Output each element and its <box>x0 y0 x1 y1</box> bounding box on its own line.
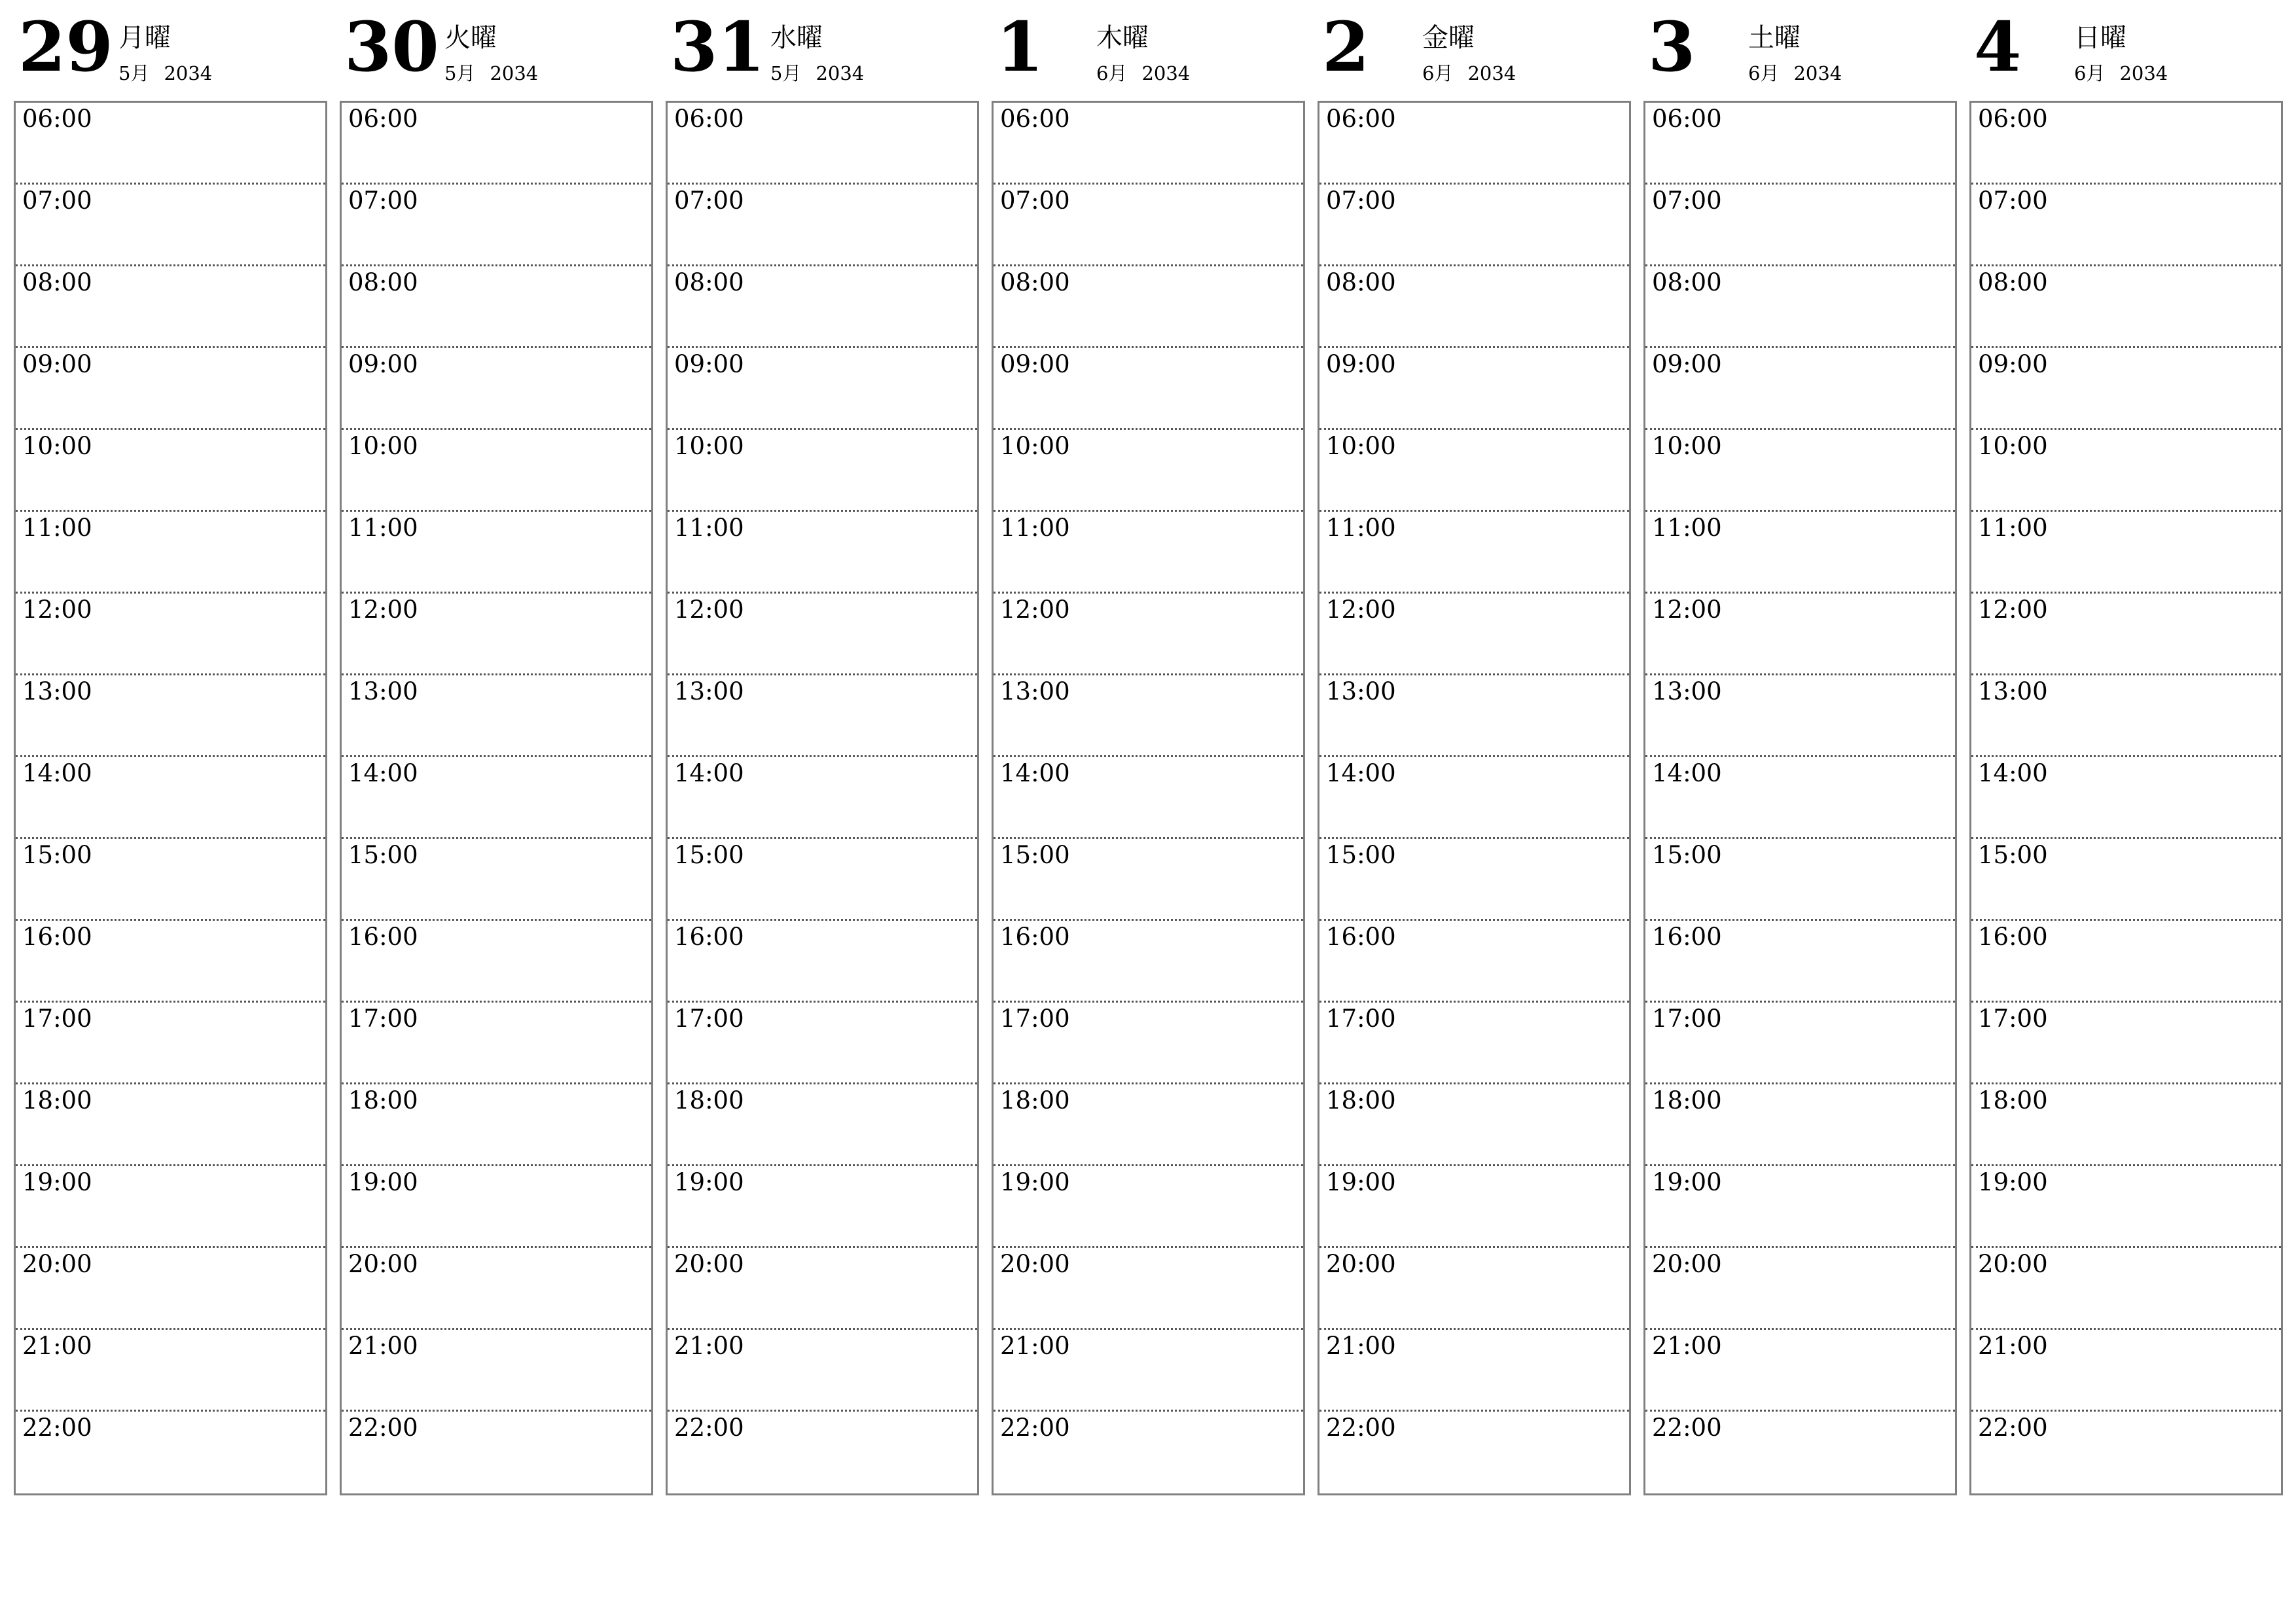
slot-time: 19:00 <box>22 1168 92 1196</box>
time-slot[interactable] <box>994 1412 1303 1493</box>
slot-time: 09:00 <box>674 350 744 378</box>
day-column <box>14 0 327 1499</box>
day-column <box>340 0 653 1499</box>
slot-time: 08:00 <box>348 268 418 296</box>
slot-time: 20:00 <box>674 1250 744 1278</box>
slot-time: 20:00 <box>22 1250 92 1278</box>
time-slot[interactable] <box>1319 1166 1629 1248</box>
time-slot[interactable] <box>342 430 651 512</box>
slot-time: 12:00 <box>1652 596 1722 624</box>
slot-time: 17:00 <box>674 1005 744 1033</box>
time-slot[interactable] <box>668 594 977 675</box>
slot-time: 21:00 <box>348 1332 418 1360</box>
slot-time: 21:00 <box>1326 1332 1396 1360</box>
time-slot[interactable] <box>16 103 325 185</box>
time-slot[interactable] <box>1971 839 2281 921</box>
slot-time: 09:00 <box>1978 350 2048 378</box>
day-schedule-box <box>340 101 653 1495</box>
time-slot[interactable] <box>1645 921 1955 1003</box>
slot-time: 08:00 <box>1000 268 1070 296</box>
slot-time: 13:00 <box>674 677 744 705</box>
time-slot[interactable] <box>1971 512 2281 594</box>
slot-time: 07:00 <box>1652 187 1722 215</box>
time-slot[interactable] <box>1971 1084 2281 1166</box>
slot-time: 13:00 <box>1326 677 1396 705</box>
slot-time: 18:00 <box>1652 1086 1722 1115</box>
time-slot[interactable] <box>16 185 325 266</box>
day-month-year <box>770 64 864 83</box>
weekly-planner <box>14 0 2282 1499</box>
slot-time: 06:00 <box>348 105 418 133</box>
slot-time: 15:00 <box>348 841 418 869</box>
slot-time: 16:00 <box>1652 923 1722 951</box>
slot-time: 17:00 <box>1652 1005 1722 1033</box>
slot-time: 12:00 <box>22 596 92 624</box>
time-slot[interactable] <box>1319 594 1629 675</box>
day-schedule-box <box>1318 101 1631 1495</box>
time-slot[interactable] <box>668 1248 977 1330</box>
slot-time: 16:00 <box>674 923 744 951</box>
slot-time: 14:00 <box>348 759 418 787</box>
slot-time: 08:00 <box>1652 268 1722 296</box>
time-slot[interactable] <box>1645 1003 1955 1084</box>
slot-time: 15:00 <box>1652 841 1722 869</box>
day-name: 月曜 <box>118 23 171 53</box>
time-slot[interactable] <box>16 921 325 1003</box>
day-month-year <box>1096 64 1190 83</box>
slot-time: 18:00 <box>674 1086 744 1115</box>
slot-time: 19:00 <box>348 1168 418 1196</box>
time-slot[interactable] <box>1645 594 1955 675</box>
day-schedule-box <box>666 101 979 1495</box>
time-slot[interactable] <box>342 1330 651 1412</box>
day-year: 2034 <box>490 62 539 84</box>
time-slot[interactable] <box>1971 1003 2281 1084</box>
time-slot[interactable] <box>1319 1084 1629 1166</box>
slot-time: 12:00 <box>674 596 744 624</box>
slot-time: 11:00 <box>348 514 418 542</box>
time-slot[interactable] <box>16 675 325 757</box>
time-slot[interactable] <box>16 839 325 921</box>
time-slot[interactable] <box>16 348 325 430</box>
time-slot[interactable] <box>1319 512 1629 594</box>
slot-time: 18:00 <box>1978 1086 2048 1115</box>
time-slot[interactable] <box>668 185 977 266</box>
time-slot[interactable] <box>1645 185 1955 266</box>
time-slot[interactable] <box>1645 430 1955 512</box>
slot-time: 17:00 <box>22 1005 92 1033</box>
slot-time: 09:00 <box>1652 350 1722 378</box>
day-header <box>340 0 653 101</box>
slot-time: 07:00 <box>1000 187 1070 215</box>
time-slot[interactable] <box>342 266 651 348</box>
slot-time: 08:00 <box>22 268 92 296</box>
day-column <box>992 0 1305 1499</box>
day-schedule-box <box>1643 101 1957 1495</box>
time-slot[interactable] <box>668 266 977 348</box>
day-year: 2034 <box>816 62 865 84</box>
slot-time: 22:00 <box>674 1414 744 1442</box>
slot-time: 08:00 <box>1326 268 1396 296</box>
time-slot[interactable] <box>16 594 325 675</box>
time-slot[interactable] <box>668 675 977 757</box>
time-slot[interactable] <box>668 1003 977 1084</box>
time-slot[interactable] <box>994 1003 1303 1084</box>
day-number: 4 <box>1974 7 2022 87</box>
day-name: 水曜 <box>770 23 823 53</box>
time-slot[interactable] <box>1319 839 1629 921</box>
slot-time: 21:00 <box>1000 1332 1070 1360</box>
slot-time: 19:00 <box>1326 1168 1396 1196</box>
day-schedule-box <box>992 101 1305 1495</box>
time-slot[interactable] <box>1971 348 2281 430</box>
time-slot[interactable] <box>994 1248 1303 1330</box>
slot-time: 16:00 <box>1000 923 1070 951</box>
time-slot[interactable] <box>1319 185 1629 266</box>
day-number: 1 <box>996 7 1044 87</box>
slot-time: 06:00 <box>674 105 744 133</box>
slot-time: 14:00 <box>674 759 744 787</box>
day-number: 29 <box>18 7 113 87</box>
time-slot[interactable] <box>994 103 1303 185</box>
time-slot[interactable] <box>1971 1166 2281 1248</box>
time-slot[interactable] <box>668 430 977 512</box>
day-month-year <box>118 64 212 83</box>
day-column <box>666 0 979 1499</box>
time-slot[interactable] <box>1319 1330 1629 1412</box>
time-slot[interactable] <box>1645 839 1955 921</box>
time-slot[interactable] <box>1645 1412 1955 1493</box>
slot-time: 13:00 <box>22 677 92 705</box>
time-slot[interactable] <box>1319 757 1629 839</box>
time-slot[interactable] <box>994 921 1303 1003</box>
slot-time: 07:00 <box>22 187 92 215</box>
slot-time: 12:00 <box>348 596 418 624</box>
time-slot[interactable] <box>1971 103 2281 185</box>
time-slot[interactable] <box>1971 430 2281 512</box>
time-slot[interactable] <box>1971 185 2281 266</box>
slot-time: 07:00 <box>1978 187 2048 215</box>
time-slot[interactable] <box>1971 1412 2281 1493</box>
time-slot[interactable] <box>1319 1412 1629 1493</box>
time-slot[interactable] <box>1971 594 2281 675</box>
day-header <box>1969 0 2283 101</box>
time-slot[interactable] <box>1971 1248 2281 1330</box>
time-slot[interactable] <box>1319 921 1629 1003</box>
slot-time: 18:00 <box>1000 1086 1070 1115</box>
slot-time: 11:00 <box>1978 514 2048 542</box>
slot-time: 10:00 <box>22 432 92 460</box>
slot-time: 19:00 <box>1652 1168 1722 1196</box>
time-slot[interactable] <box>16 1166 325 1248</box>
slot-time: 16:00 <box>22 923 92 951</box>
time-slot[interactable] <box>994 185 1303 266</box>
time-slot[interactable] <box>1319 103 1629 185</box>
slot-time: 20:00 <box>1652 1250 1722 1278</box>
day-schedule-box <box>1969 101 2283 1495</box>
day-month: 5月 <box>770 62 802 84</box>
slot-time: 15:00 <box>1978 841 2048 869</box>
slot-time: 13:00 <box>1978 677 2048 705</box>
day-month: 6月 <box>2074 62 2106 84</box>
slot-time: 10:00 <box>1978 432 2048 460</box>
day-month: 5月 <box>118 62 150 84</box>
slot-time: 16:00 <box>1978 923 2048 951</box>
slot-time: 17:00 <box>1978 1005 2048 1033</box>
time-slot[interactable] <box>1319 348 1629 430</box>
time-slot[interactable] <box>1319 675 1629 757</box>
slot-time: 10:00 <box>1326 432 1396 460</box>
slot-time: 11:00 <box>1652 514 1722 542</box>
time-slot[interactable] <box>1645 512 1955 594</box>
slot-time: 10:00 <box>1652 432 1722 460</box>
time-slot[interactable] <box>1645 1248 1955 1330</box>
slot-time: 06:00 <box>1652 105 1722 133</box>
slot-time: 12:00 <box>1326 596 1396 624</box>
day-month: 6月 <box>1096 62 1128 84</box>
slot-time: 10:00 <box>674 432 744 460</box>
day-schedule-box <box>14 101 327 1495</box>
slot-time: 09:00 <box>348 350 418 378</box>
slot-time: 09:00 <box>1000 350 1070 378</box>
day-number: 30 <box>344 7 439 87</box>
slot-time: 15:00 <box>674 841 744 869</box>
time-slot[interactable] <box>994 839 1303 921</box>
day-year: 2034 <box>1467 62 1516 84</box>
time-slot[interactable] <box>16 1248 325 1330</box>
slot-time: 22:00 <box>1978 1414 2048 1442</box>
day-name: 木曜 <box>1096 23 1149 53</box>
day-month-year <box>444 64 538 83</box>
slot-time: 21:00 <box>674 1332 744 1360</box>
slot-time: 15:00 <box>1000 841 1070 869</box>
slot-time: 06:00 <box>22 105 92 133</box>
day-header <box>666 0 979 101</box>
time-slot[interactable] <box>994 348 1303 430</box>
time-slot[interactable] <box>994 757 1303 839</box>
day-number: 2 <box>1322 7 1370 87</box>
slot-time: 07:00 <box>674 187 744 215</box>
day-header <box>1643 0 1957 101</box>
slot-time: 15:00 <box>22 841 92 869</box>
slot-time: 20:00 <box>1326 1250 1396 1278</box>
slot-time: 14:00 <box>1000 759 1070 787</box>
slot-time: 11:00 <box>1000 514 1070 542</box>
slot-time: 21:00 <box>1652 1332 1722 1360</box>
time-slot[interactable] <box>994 430 1303 512</box>
time-slot[interactable] <box>16 757 325 839</box>
slot-time: 18:00 <box>348 1086 418 1115</box>
day-month: 6月 <box>1748 62 1780 84</box>
slot-time: 18:00 <box>22 1086 92 1115</box>
time-slot[interactable] <box>16 1003 325 1084</box>
slot-time: 20:00 <box>348 1250 418 1278</box>
slot-time: 09:00 <box>22 350 92 378</box>
slot-time: 19:00 <box>1978 1168 2048 1196</box>
day-name: 金曜 <box>1422 23 1475 53</box>
time-slot[interactable] <box>16 1084 325 1166</box>
slot-time: 11:00 <box>1326 514 1396 542</box>
slot-time: 08:00 <box>674 268 744 296</box>
time-slot[interactable] <box>342 675 651 757</box>
day-header <box>14 0 327 101</box>
day-column <box>1318 0 1631 1499</box>
day-header <box>992 0 1305 101</box>
time-slot[interactable] <box>342 757 651 839</box>
time-slot[interactable] <box>668 1412 977 1493</box>
slot-time: 14:00 <box>1652 759 1722 787</box>
slot-time: 22:00 <box>348 1414 418 1442</box>
slot-time: 13:00 <box>348 677 418 705</box>
day-header <box>1318 0 1631 101</box>
time-slot[interactable] <box>668 512 977 594</box>
day-year: 2034 <box>164 62 213 84</box>
time-slot[interactable] <box>668 921 977 1003</box>
slot-time: 16:00 <box>1326 923 1396 951</box>
time-slot[interactable] <box>1645 1084 1955 1166</box>
slot-time: 14:00 <box>1978 759 2048 787</box>
time-slot[interactable] <box>668 839 977 921</box>
time-slot[interactable] <box>1971 757 2281 839</box>
time-slot[interactable] <box>16 512 325 594</box>
slot-time: 10:00 <box>1000 432 1070 460</box>
time-slot[interactable] <box>342 512 651 594</box>
time-slot[interactable] <box>994 1166 1303 1248</box>
slot-time: 19:00 <box>674 1168 744 1196</box>
time-slot[interactable] <box>668 757 977 839</box>
time-slot[interactable] <box>1319 1003 1629 1084</box>
slot-time: 15:00 <box>1326 841 1396 869</box>
slot-time: 14:00 <box>22 759 92 787</box>
day-year: 2034 <box>1793 62 1842 84</box>
day-name: 火曜 <box>444 23 497 53</box>
day-month-year <box>1748 64 1842 83</box>
time-slot[interactable] <box>1971 1330 2281 1412</box>
time-slot[interactable] <box>668 103 977 185</box>
time-slot[interactable] <box>16 1330 325 1412</box>
time-slot[interactable] <box>994 594 1303 675</box>
time-slot[interactable] <box>1971 921 2281 1003</box>
slot-time: 09:00 <box>1326 350 1396 378</box>
day-month: 5月 <box>444 62 476 84</box>
time-slot[interactable] <box>668 348 977 430</box>
time-slot[interactable] <box>342 1248 651 1330</box>
time-slot[interactable] <box>994 512 1303 594</box>
slot-time: 06:00 <box>1000 105 1070 133</box>
day-number: 3 <box>1648 7 1696 87</box>
time-slot[interactable] <box>342 1084 651 1166</box>
time-slot[interactable] <box>1971 266 2281 348</box>
time-slot[interactable] <box>342 921 651 1003</box>
time-slot[interactable] <box>668 1084 977 1166</box>
time-slot[interactable] <box>342 103 651 185</box>
time-slot[interactable] <box>1645 1330 1955 1412</box>
slot-time: 20:00 <box>1000 1250 1070 1278</box>
time-slot[interactable] <box>994 266 1303 348</box>
day-name: 土曜 <box>1748 23 1801 53</box>
slot-time: 21:00 <box>1978 1332 2048 1360</box>
time-slot[interactable] <box>994 1330 1303 1412</box>
slot-time: 12:00 <box>1000 596 1070 624</box>
slot-time: 20:00 <box>1978 1250 2048 1278</box>
slot-time: 11:00 <box>22 514 92 542</box>
slot-time: 13:00 <box>1652 677 1722 705</box>
slot-time: 18:00 <box>1326 1086 1396 1115</box>
time-slot[interactable] <box>342 185 651 266</box>
time-slot[interactable] <box>16 266 325 348</box>
slot-time: 11:00 <box>674 514 744 542</box>
slot-time: 21:00 <box>22 1332 92 1360</box>
slot-time: 22:00 <box>1652 1414 1722 1442</box>
day-name: 日曜 <box>2074 23 2126 53</box>
time-slot[interactable] <box>342 839 651 921</box>
time-slot[interactable] <box>342 348 651 430</box>
time-slot[interactable] <box>342 1412 651 1493</box>
time-slot[interactable] <box>1645 266 1955 348</box>
slot-time: 06:00 <box>1326 105 1396 133</box>
slot-time: 17:00 <box>348 1005 418 1033</box>
slot-time: 17:00 <box>1326 1005 1396 1033</box>
slot-time: 07:00 <box>1326 187 1396 215</box>
slot-time: 13:00 <box>1000 677 1070 705</box>
slot-time: 08:00 <box>1978 268 2048 296</box>
day-month: 6月 <box>1422 62 1454 84</box>
time-slot[interactable] <box>1319 430 1629 512</box>
slot-time: 22:00 <box>1326 1414 1396 1442</box>
slot-time: 12:00 <box>1978 596 2048 624</box>
time-slot[interactable] <box>668 1330 977 1412</box>
time-slot[interactable] <box>1645 675 1955 757</box>
time-slot[interactable] <box>994 1084 1303 1166</box>
slot-time: 07:00 <box>348 187 418 215</box>
day-month-year <box>1422 64 1516 83</box>
slot-time: 06:00 <box>1978 105 2048 133</box>
slot-time: 16:00 <box>348 923 418 951</box>
time-slot[interactable] <box>1645 757 1955 839</box>
day-year: 2034 <box>2119 62 2168 84</box>
time-slot[interactable] <box>1319 1248 1629 1330</box>
slot-time: 22:00 <box>1000 1414 1070 1442</box>
slot-time: 19:00 <box>1000 1168 1070 1196</box>
time-slot[interactable] <box>342 594 651 675</box>
time-slot[interactable] <box>994 675 1303 757</box>
day-month-year <box>2074 64 2168 83</box>
time-slot[interactable] <box>342 1166 651 1248</box>
day-number: 31 <box>670 7 765 87</box>
time-slot[interactable] <box>342 1003 651 1084</box>
day-column <box>1643 0 1957 1499</box>
slot-time: 22:00 <box>22 1414 92 1442</box>
time-slot[interactable] <box>668 1166 977 1248</box>
slot-time: 14:00 <box>1326 759 1396 787</box>
time-slot[interactable] <box>16 1412 325 1493</box>
time-slot[interactable] <box>1645 348 1955 430</box>
slot-time: 17:00 <box>1000 1005 1070 1033</box>
time-slot[interactable] <box>1971 675 2281 757</box>
time-slot[interactable] <box>1319 266 1629 348</box>
slot-time: 10:00 <box>348 432 418 460</box>
day-year: 2034 <box>1141 62 1191 84</box>
time-slot[interactable] <box>16 430 325 512</box>
time-slot[interactable] <box>1645 1166 1955 1248</box>
day-column <box>1969 0 2283 1499</box>
time-slot[interactable] <box>1645 103 1955 185</box>
